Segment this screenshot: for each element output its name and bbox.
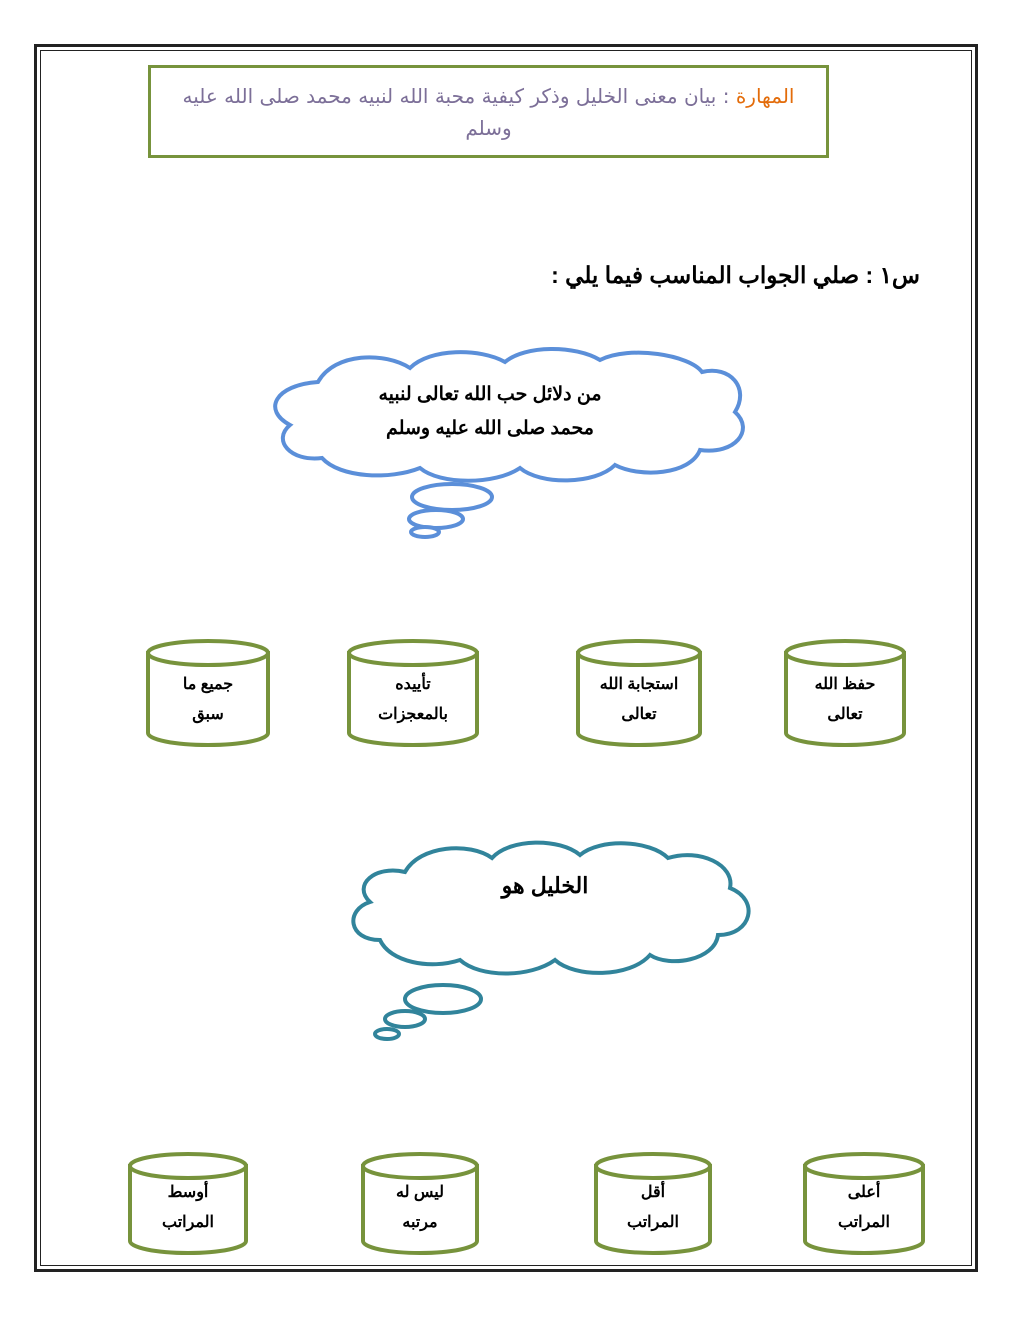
option-1-4-line-1: جميع ما <box>182 676 234 693</box>
cloud-2-bubble-small <box>375 1029 399 1039</box>
cloud-1-bubble-large <box>412 484 492 510</box>
cloud-1-line-1: من دلائل حب الله تعالى لنبيه <box>378 384 602 405</box>
option-2-3-line-2: مرتبه <box>402 1214 438 1231</box>
option-2-3-line-1: ليس له <box>396 1184 444 1201</box>
option-2-1-line-2: المراتب <box>837 1214 890 1231</box>
cloud-1-bubble-medium <box>409 510 463 528</box>
skill-separator: : <box>716 83 736 108</box>
option-2-4-line-2: المراتب <box>161 1214 214 1231</box>
option-1-3-line-1: تأييده <box>395 676 431 693</box>
option-1-4-text <box>148 670 268 730</box>
skill-description: بيان معنى الخليل وذكر كيفية محبة الله لنبيه محمد صلى الله عليه وسلم <box>182 83 717 140</box>
cloud-2-bubble-medium <box>385 1011 425 1027</box>
cloud-1-line-2: محمد صلى الله عليه وسلم <box>386 418 594 439</box>
cloud-1-bubble-small <box>411 527 439 537</box>
option-1-3-text <box>349 670 477 730</box>
option-1-1-text <box>786 670 904 730</box>
option-2-2-line-2: المراتب <box>626 1214 679 1231</box>
cloud-1-text <box>330 378 650 446</box>
option-1-2-text <box>578 670 700 730</box>
option-2-1-text <box>805 1178 923 1238</box>
option-2-3-text <box>363 1178 477 1238</box>
question-title: س١ : صلي الجواب المناسب فيما يلي : <box>551 262 920 288</box>
option-2-2-text <box>596 1178 710 1238</box>
option-2-4-line-1: أوسط <box>167 1184 209 1201</box>
option-2-1-line-1: أعلى <box>847 1184 881 1201</box>
option-2-4-text <box>130 1178 246 1238</box>
option-1-2-line-1: استجابة الله <box>599 676 679 693</box>
skill-label: المهارة <box>735 83 795 108</box>
option-1-3-line-2: بالمعجزات <box>378 706 448 723</box>
option-1-4-line-2: سبق <box>192 706 224 723</box>
cloud-2-bubble-large <box>405 985 481 1013</box>
option-1-2-line-2: تعالى <box>621 706 657 723</box>
option-1-1-line-2: تعالى <box>827 706 863 723</box>
option-1-1-line-1: حفظ الله <box>814 676 876 693</box>
option-2-2-line-1: أقل <box>640 1184 666 1201</box>
cloud-2-text: الخليل هو <box>501 873 589 898</box>
